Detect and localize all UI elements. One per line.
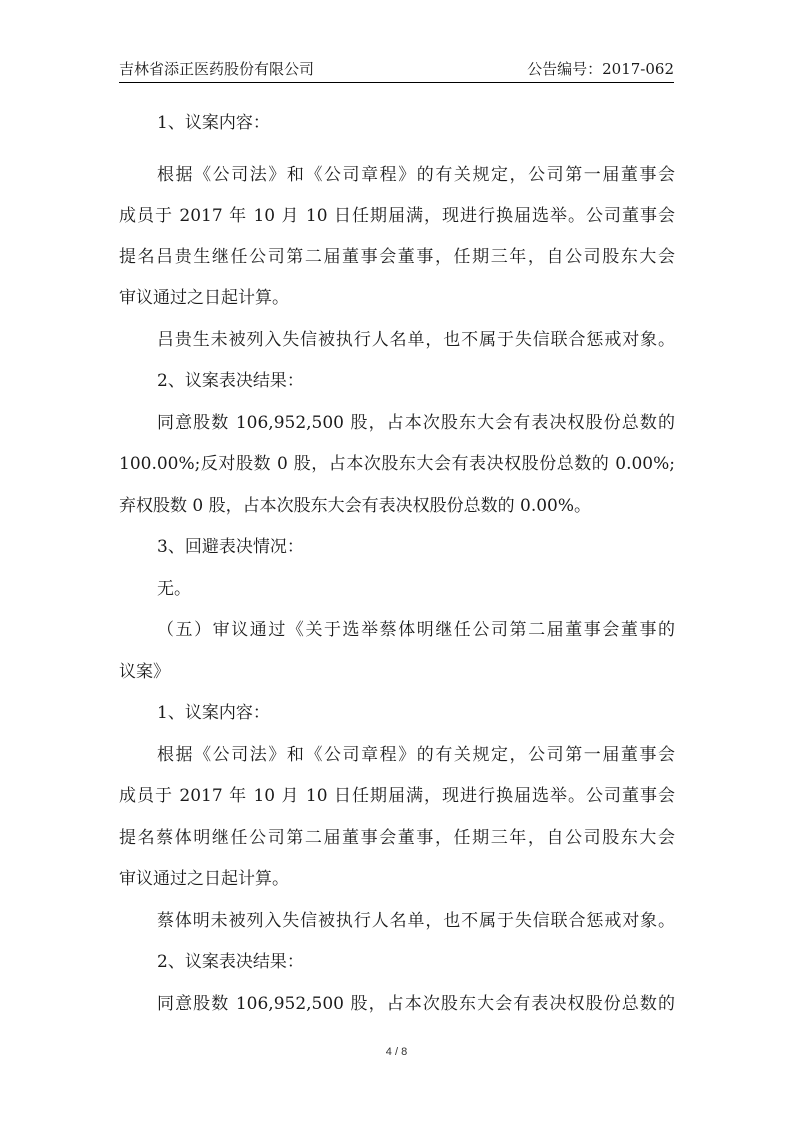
paragraph-line: 无。 [157,579,191,599]
paragraph-line: 审议通过之日起计算。 [119,288,289,308]
section-heading: 2、议案表决结果： [157,952,304,972]
section-heading: 1、议案内容： [157,113,270,133]
page-header [119,56,674,83]
section-heading: 1、议案内容： [157,703,270,723]
paragraph-line: 蔡体明未被列入失信被执行人名单，也不属于失信联合惩戒对象。 [157,911,675,931]
page-number: 4 / 8 [385,1046,408,1058]
section-heading: 3、回避表决情况： [157,537,304,557]
paragraph-line: 成员于 2017 年 10 月 10 日任期届满，现进行换届选举。公司董事会 [119,206,675,226]
announcement-number: 公告编号：2017-062 [527,60,674,78]
company-name: 吉林省添正医药股份有限公司 [119,60,315,78]
paragraph-line: 根据《公司法》和《公司章程》的有关规定，公司第一届董事会 [157,165,675,185]
paragraph-line: 提名蔡体明继任公司第二届董事会董事，任期三年，自公司股东大会 [119,828,675,848]
paragraph-line: 提名吕贵生继任公司第二届董事会董事，任期三年，自公司股东大会 [119,247,675,267]
resolution-title: （五）审议通过《关于选举蔡体明继任公司第二届董事会董事的 [157,620,675,640]
paragraph-line: 同意股数 106,952,500 股，占本次股东大会有表决权股份总数的 [157,994,675,1014]
paragraph-line: 弃权股数 0 股，占本次股东大会有表决权股份总数的 0.00%。 [119,496,592,516]
paragraph-line: 吕贵生未被列入失信被执行人名单，也不属于失信联合惩戒对象。 [157,330,675,350]
paragraph-line: 同意股数 106,952,500 股，占本次股东大会有表决权股份总数的 [157,413,675,433]
paragraph-line: 100.00%;反对股数 0 股，占本次股东大会有表决权股份总数的 0.00%; [119,454,675,474]
paragraph-line: 根据《公司法》和《公司章程》的有关规定，公司第一届董事会 [157,745,675,765]
section-heading: 2、议案表决结果： [157,371,304,391]
paragraph-line: 审议通过之日起计算。 [119,869,289,889]
paragraph-line: 成员于 2017 年 10 月 10 日任期届满，现进行换届选举。公司董事会 [119,786,675,806]
resolution-title: 议案》 [119,662,170,682]
